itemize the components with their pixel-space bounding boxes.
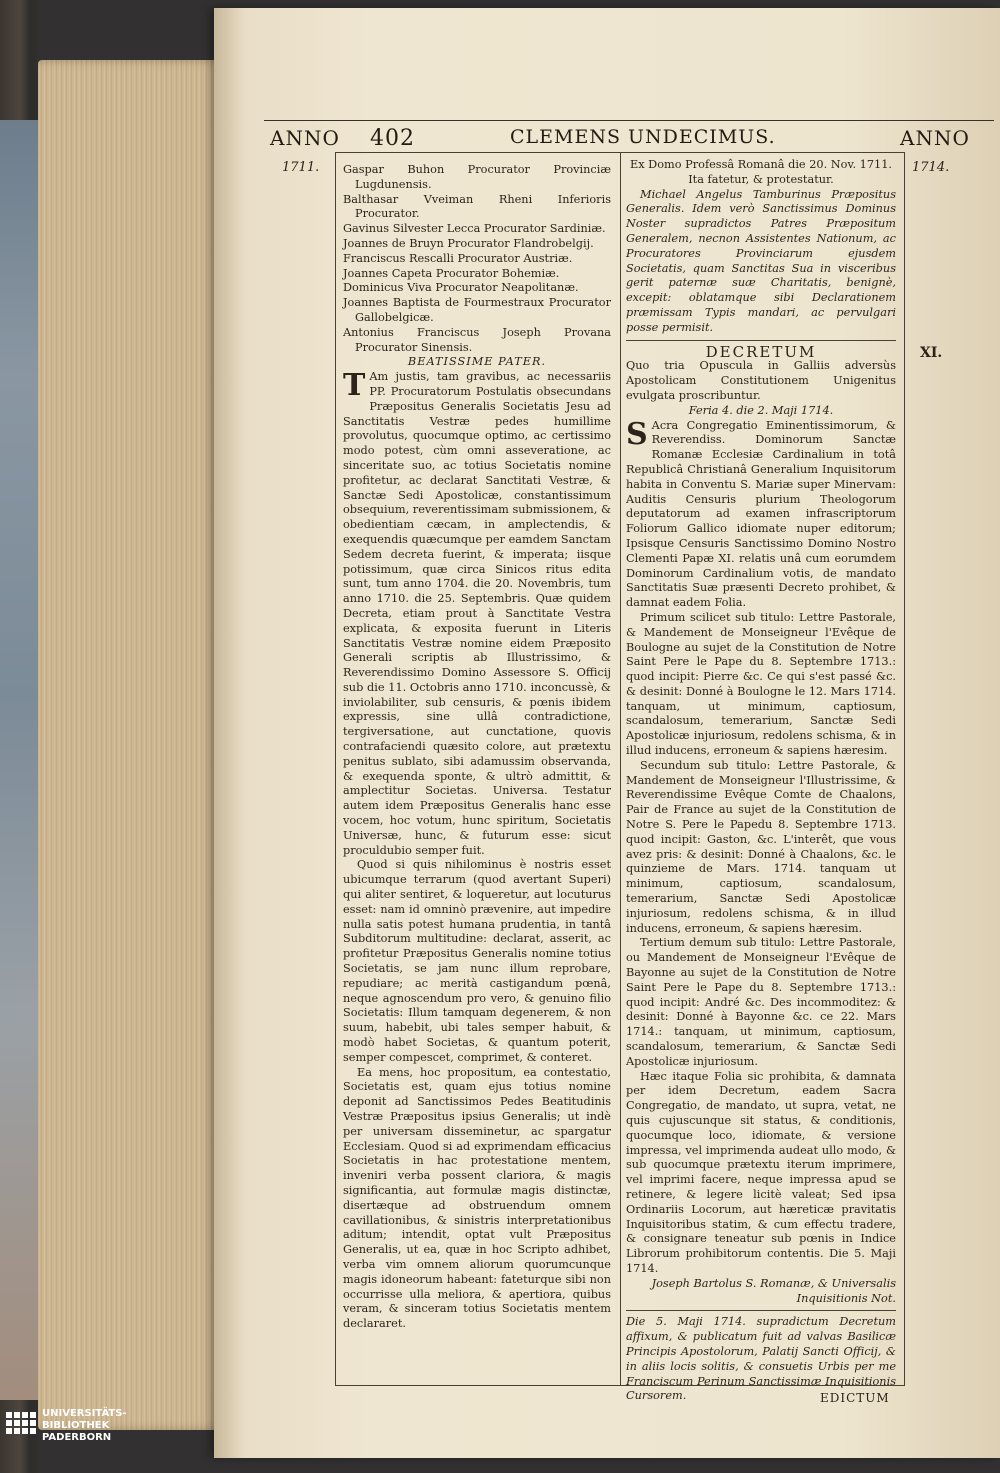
- margin-note-xi: XI.: [920, 345, 943, 361]
- decree-paragraph-4: Tertium demum sub titulo: Lettre Pastorale, ou Mandement de Monseigneur l'Evêque de Bayonne au sujet de la Constitution de Notre Saint Pere le Pape du 8. Septembre 1713.: quod incipit: André &c. Des incommoditez: & desinit: Donné à Bayonne &c. ce 22. Mars 1714.: tanquam, ut minimum, captiosum, scandalosum, temerarium, & Sanctæ Sedi Apostolicæ injuriosum.: [626, 936, 896, 1068]
- procurator-name: Joannes Capeta Procurator Bohemiæ.: [343, 266, 560, 280]
- decree-paragraph-5: Hæc itaque Folia sic prohibita, & damnata per idem Decretum, eadem Sacra Congregatio, de mandato, ut supra, vetat, ne quis cujuscunque sit status, & conditionis, quocumque loco, idiomate, & versione impressa, vel imprimenda audeat ullo modo, & sub quocumque prætextu iterum imprimere, vel imprimi facere, neque impressa apud se retinere, & legere licitè valeat; Sed ipsa Ordinariis Locorum, aut hæreticæ pravitatis Inquisitoribus statim, & cum effectu tradere, & consignare teneatur sub pœnis in Indice Librorum prohibitorum contentis. Die 5. Maji 1714.: [626, 1069, 896, 1275]
- library-logo: [6, 1408, 127, 1444]
- procurator-name: Joannes Baptista de Fourmestraux Procurator Gallobelgicæ.: [343, 296, 611, 324]
- procurator-name: Antonius Franciscus Joseph Provana Procurator Sinensis.: [343, 325, 611, 354]
- anno-left: ANNO: [270, 126, 340, 150]
- anno-right: ANNO: [900, 126, 970, 150]
- declaration-paragraph-2: Quod si quis nihilominus è nostris esset ubicumque terrarum (quod avertant Superi) qui aliter sentiret, & loqueretur, aut locuturus esset: nam id omninò prævenire, aut impedire nulla satis potest humana prudentia, in tantâ Subditorum multitudine: declarat, asserit, ac profitetur Præpositus Generalis nomine totius Societatis, se jam nunc illum reprobare, repudiare; ac merità castigandum pœnâ, neque agnoscendum pro vero, & genuino filio Societatis: Illum tamquam degenerem, & non suum, habebit, ubi tales semper habuit, & modò habet Societas, & quantum poterit, semper compescet, comprimet, & conteret.: [343, 858, 611, 1064]
- notary-signature: Joseph Bartolus S. Romanæ, & Universalis Inquisitionis Not.: [651, 1276, 896, 1305]
- page-edges: [38, 60, 228, 1430]
- affixum-note: Die 5. Maji 1714. supradictum Decretum affixum, & publicatum fuit ad valvas Basilicæ Principis Apostolorum, Palatij Sancti Officij, & in aliis locis solitis, & consuetis Urbis per me Franciscum Perinum Sanctissimæ Inquisitionis Cursorem.: [626, 1315, 896, 1403]
- decree-paragraph-2: Primum scilicet sub titulo: Lettre Pastorale, & Mandement de Monseigneur l'Evêque de Boulogne au sujet de la Constitution de Notre Saint Pere le Pape du 8. Septembre 1713.: quod incipit: Pierre &c. Ce qui s'est passé &c. & desinit: Donné à Boulogne le 12. Mars 1714. tanquam, ut minimum, captiosum, scandalosum, temerarium, Sanctæ Sedi Apostolicæ injuriosum, redolens schisma, & in illud inducens, erroneum & sapiens hæresim.: [626, 610, 896, 758]
- date-line: Ex Domo Professâ Romanâ die 20. Nov. 1711.: [629, 158, 893, 171]
- decretum-subtitle: Quo tria Opuscula in Galliis adversùs Apostolicam Constitutionem Unigenitus evulgata proscribuntur.: [626, 359, 896, 402]
- page-number: 402: [370, 126, 415, 151]
- procurator-name: Gavinus Silvester Lecca Procurator Sardiniæ.: [343, 222, 606, 236]
- procurator-name: Joannes de Bruyn Procurator Flandrobelgij.: [343, 236, 594, 250]
- library-logo-mark: [6, 1412, 36, 1434]
- procurator-name: Balthasar Vveiman Rheni Inferioris Procurator.: [343, 192, 611, 221]
- procurator-name: Dominicus Viva Procurator Neapolitanæ.: [343, 281, 579, 295]
- library-logo-text: [42, 1408, 127, 1444]
- feria-date: Feria 4. die 2. Maji 1714.: [688, 403, 834, 417]
- left-column: [343, 163, 611, 1332]
- logo-line: PADERBORN: [42, 1432, 112, 1443]
- drop-cap: S: [626, 416, 648, 452]
- book-cover-cloth: [0, 120, 40, 1400]
- procurator-name: Franciscus Rescalli Procurator Austriæ.: [343, 251, 573, 265]
- procurator-list: [343, 163, 611, 355]
- procurator-name: Gaspar Buhon Procurator Provinciæ Lugdunensis.: [343, 163, 611, 191]
- decretum-title: DECRETUM: [705, 342, 817, 361]
- margin-year-right: 1714.: [912, 160, 950, 175]
- paragraph-text: Am justis, tam gravibus, ac necessariis PP. Procuratorum Postulatis obsecundans Præpositus Generalis Societatis Jesu ad Sanctitatis Vestræ pedes humillime provolutus, quocumque optimo, ac certissimo modo potest, cùm omni asseveratione, ac sinceritate suo, ac totius Societatis nomine profitetur, ac declarat Sanctitati Vestræ, & Sanctæ Sedi Apostolicæ, constantissimum obsequium, reverentissimam submissionem, & obedientiam cæcam, in amplectendis, & exequendis quæcumque per eamdem Sanctam Sedem decreta fuerint, & imperata; iisque potissimum, quæ circa Sinicos ritus edita sunt, tum anno 1704. die 20. Novembris, tum anno 1710. die 25. Septembris. Quæ quidem Decreta, etiam prout à Sanctitate Vestra explicata, & exposita fuerunt in Literis Sanctitatis Vestræ nomine eidem Præposito Generali scriptis ab Illustrissimo, & Reverendissimo Domino Assessore S. Officij sub die 11. Octobris anno 1710. inconcussè, & inviolabiliter, sub censuris, & pœnis ibidem expressis, sine ullâ contradictione, tergiversatione, aut cunctatione, quovis contrafaciendi quæsito colore, aut prætextu penitus sublato, sibi adamussim observanda, & exequenda sponte, & ultrò admittit, & amplectitur Societas. Universa. Testatur autem idem Præpositus Generalis hanc esse vocem, hoc votum, hunc spiritum, Societatis Universæ, hunc, & futurum esse: sicut proculdubio semper fuit.: [343, 370, 611, 857]
- section-rule: [626, 1310, 896, 1311]
- catchword: EDICTUM: [820, 1391, 890, 1405]
- logo-line: UNIVERSITÄTS-: [42, 1408, 127, 1419]
- right-column: [626, 158, 896, 1404]
- decree-paragraph-1: [626, 416, 896, 611]
- signature-block: Michael Angelus Tamburinus Præpositus Generalis. Idem verò Sanctissimus Dominus Noster supradictos Patres Præpositum Generalem, necnon Assistentes Nationum, ac Procuratores Provinciarum ejusdem Societatis, quam Sanctitas Sua in visceribus gerit paternæ suæ Charitatis, benignè, excepit: oblatamque sibi Declarationem præmissam Typis mandari, ac pervulgari posse permisit.: [626, 187, 896, 334]
- beatissime-heading: BEATISSIME PATER.: [407, 355, 547, 369]
- logo-line: BIBLIOTHEK: [42, 1420, 110, 1431]
- section-rule: [626, 340, 896, 341]
- declaration-paragraph-3: Ea mens, hoc propositum, ea contestatio, Societatis est, quam ejus totius nomine deponit ad Sanctissimos Pedes Beatitudinis Vestræ Præpositus ipsius Generalis; ut indè per universam disseminetur, ac spargatur Ecclesiam. Quod si ad exprimendam efficacius Societatis in hac protestatione mentem, inveniri verba possent clariora, & magis significantia, aut formulæ magis distinctæ, disertæque ad obstruendum omnem cavillationibus, & sinistris interpretationibus aditum; intendit, optat vult Præpositus Generalis, ut ea, quæ in hoc Scripto adhibet, verba vim omnem aliorum quorumcunque magis idoneorum habeant: fateturque sibi non occurrisse ulla meliora, & apertiora, quibus veram, & sinceram totius Societatis mentem declararet.: [343, 1065, 611, 1331]
- fatetur-line: Ita fatetur, & protestatur.: [688, 172, 834, 186]
- paragraph-text: Acra Congregatio Eminentissimorum, & Reverendiss. Dominorum Sanctæ Romanæ Ecclesiæ Cardinalium in totâ Republicâ Christianâ Generalium Inquisitorum habita in Conventu S. Mariæ super Minervam: Auditis Censuris plurium Theologorum deputatorum ad examen infrascriptorum Foliorum Gallico idiomate nuper editorum; Ipsisque Censuris Sanctissimo Domino Nostro Clementi Papæ XI. relatis unâ cum eorumdem Dominorum Cardinalium votis, de mandato Sanctitatis Suæ præsenti Decreto prohibet, & damnat eadem Folia.: [626, 418, 896, 610]
- running-title: CLEMENS UNDECIMUS.: [510, 126, 776, 148]
- decree-paragraph-3: Secundum sub titulo: Lettre Pastorale, & Mandement de Monseigneur l'Illustrissime, & Reverendissime Evêque Comte de Chaalons, Pair de France au sujet de la Constitution de Notre S. Pere le Papedu 8. Septembre 1713. quod incipit: Gaston, &c. L'interêt, que vous avez pris: & desinit: Donné à Chaalons, &c. le quinzieme de Mars. 1714. tanquam ut minimum, captiosum, scandalosum, temerarium, Sanctæ Sedi Apostolicæ injuriosum, redolens schisma, & in illud inducens, erroneum, & sapiens hæresim.: [626, 758, 896, 935]
- drop-cap: T: [343, 368, 366, 404]
- declaration-paragraph-1: [343, 370, 611, 858]
- margin-year-left: 1711.: [282, 160, 320, 175]
